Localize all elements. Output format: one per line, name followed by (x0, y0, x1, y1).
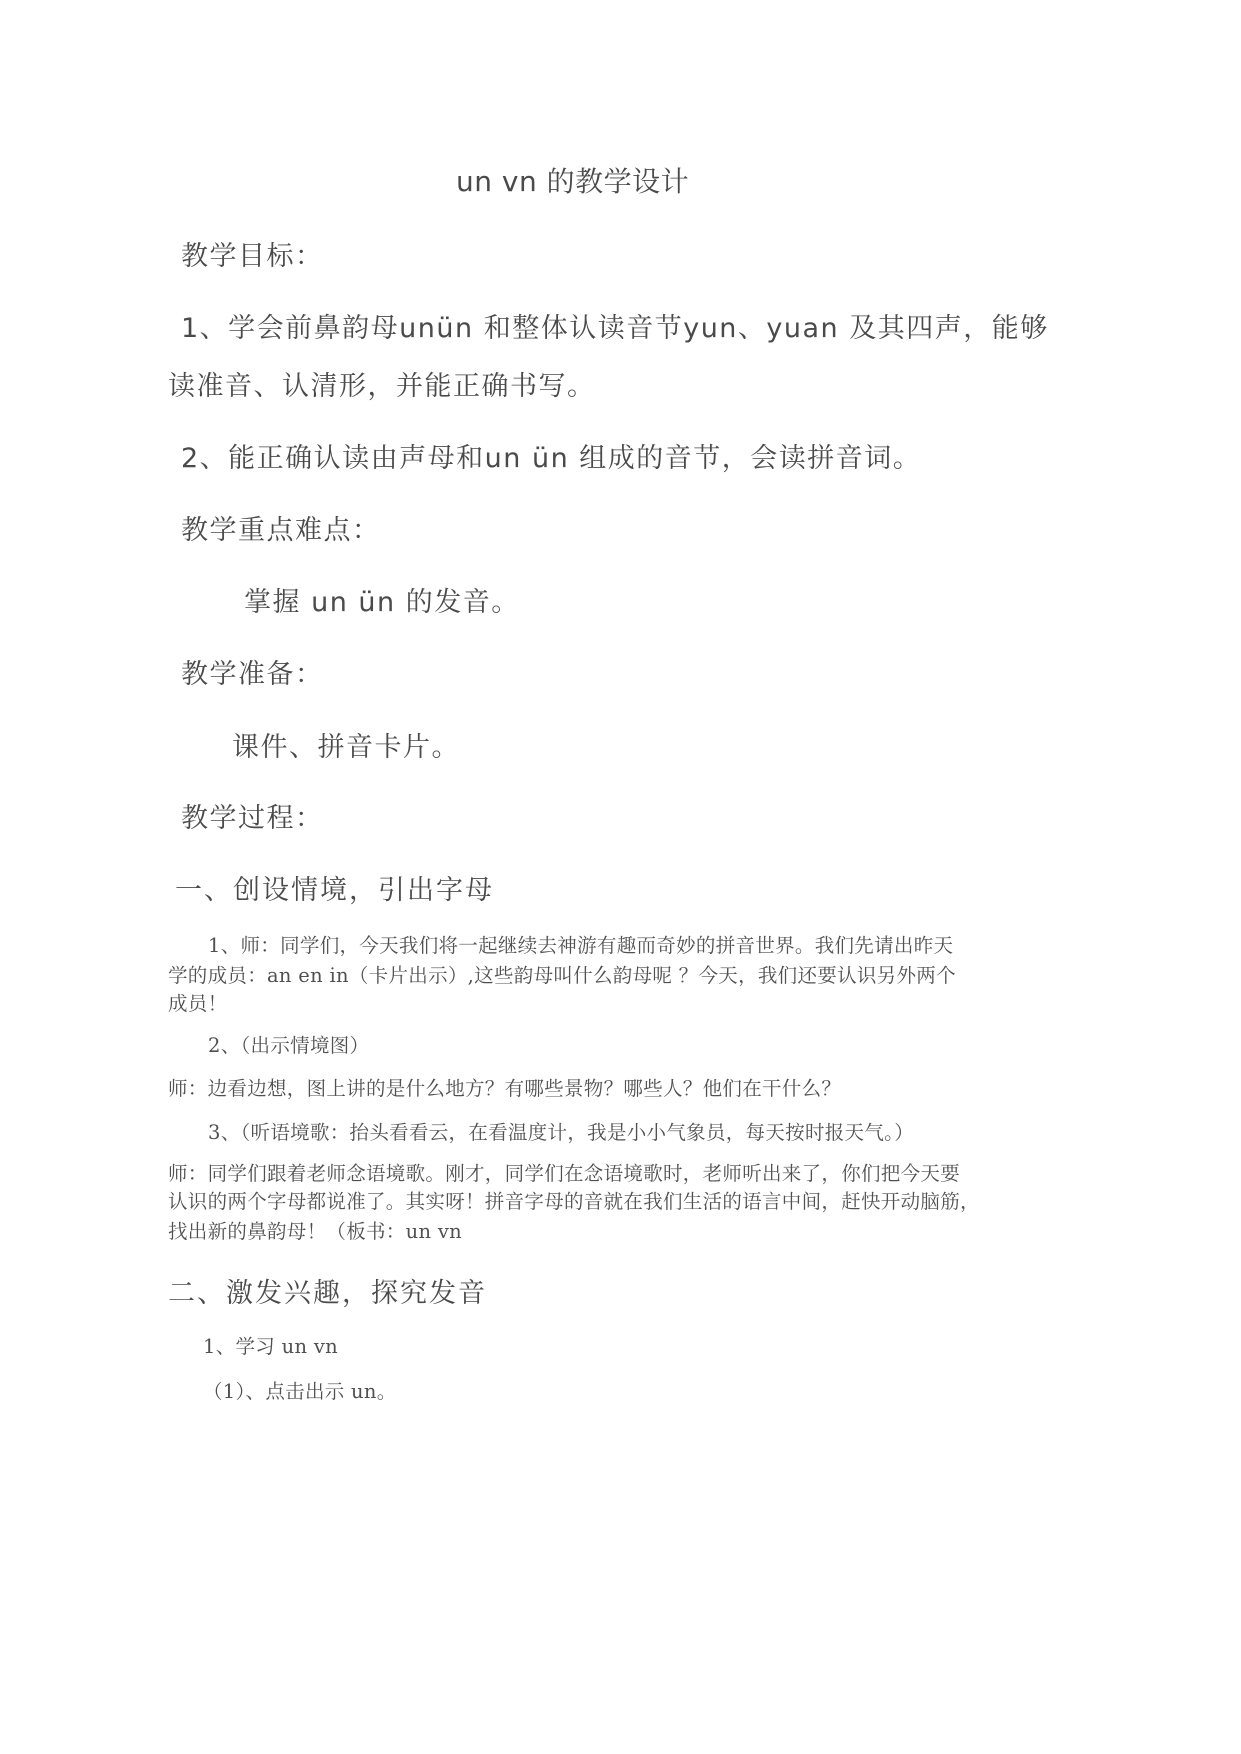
section-2-item-1: 1、学习 un vn (203, 1335, 338, 1358)
section-1-heading: 一、创设情境，引出字母 (175, 875, 494, 906)
section-1-item-3: 3、（听语境歌：抬头看看云，在看温度计，我是小小气象员，每天按时报天气。） (208, 1121, 915, 1144)
objective-1-line-1: 1、学会前鼻韵母unün 和整体认读音节yun、yuan 及其四声，能够 (181, 313, 1049, 344)
objectives-heading: 教学目标： (181, 241, 324, 272)
section-1-paragraph-4-line-1: 师：同学们跟着老师念语境歌。刚才，同学们在念语境歌时，老师听出来了，你们把今天要 (168, 1162, 961, 1185)
preparation-text: 课件、拼音卡片。 (232, 732, 460, 763)
section-1-paragraph-4-line-2: 认识的两个字母都说准了。其实呀！拼音字母的音就在我们生活的语言中间，赶快开动脑筋， (168, 1190, 980, 1213)
keypoints-heading: 教学重点难点： (181, 515, 381, 546)
document-title: un vn 的教学设计 (456, 165, 690, 198)
objective-2: 2、能正确认读由声母和un ün 组成的音节，会读拼音词。 (181, 443, 922, 474)
section-1-paragraph-4-line-3: 找出新的鼻韵母！（板书：un vn (168, 1220, 462, 1243)
objective-1-line-2: 读准音、认清形，并能正确书写。 (168, 371, 596, 402)
section-2-item-1-sub-1: （1）、点击出示 un。 (203, 1380, 397, 1403)
preparation-heading: 教学准备： (181, 659, 324, 690)
section-1-paragraph-1-line-2: 学的成员：an en in（卡片出示）,这些韵母叫什么韵母呢 ？今天，我们还要认识另外两个 (168, 964, 956, 987)
keypoints-text: 掌握 un ün 的发音。 (244, 587, 520, 618)
section-1-paragraph-1-line-1: 1、师：同学们，今天我们将一起继续去神游有趣而奇妙的拼音世界。我们先请出昨天 (208, 934, 954, 957)
section-2-heading: 二、激发兴趣，探究发音 (168, 1278, 487, 1309)
process-heading: 教学过程： (181, 803, 324, 834)
section-1-item-2: 2、（出示情境图） (208, 1034, 370, 1057)
section-1-paragraph-1-line-3: 成员！ (168, 992, 228, 1015)
section-1-teacher-question: 师：边看边想，图上讲的是什么地方？有哪些景物？哪些人？他们在干什么？ (168, 1077, 842, 1100)
